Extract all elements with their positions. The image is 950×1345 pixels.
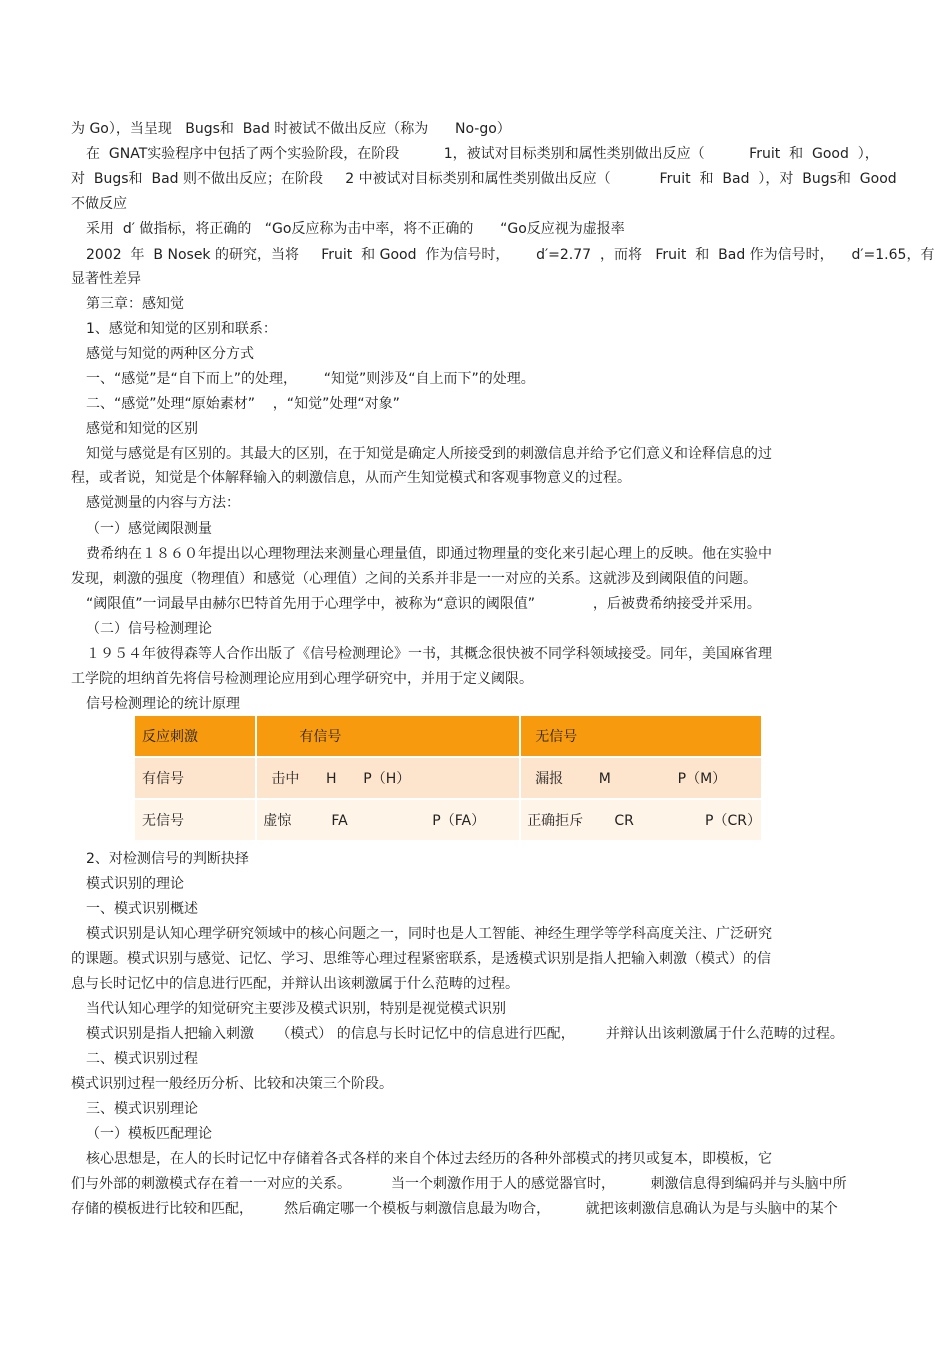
table-cell: 有信号 [135, 757, 256, 799]
text-line: 知觉与感觉是有区别的。其最大的区别，在于知觉是确定人所接受到的刺激信息并给予它们意义和诠释信息的过 [86, 446, 772, 462]
table-cell: 击中 H P（H） [256, 757, 520, 799]
text-line: 模式识别是指人把输入刺激 （模式） 的信息与长时记忆中的信息进行匹配， 并辩认出该刺激属于什么范畴的过程。 [86, 1026, 844, 1042]
text-line: 感觉和知觉的区别 [86, 421, 198, 437]
text-line: 工学院的坦纳首先将信号检测理论应用到心理学研究中，并用于定义阈限。 [71, 671, 533, 687]
table-cell: 虚惊 FA P（FA） [256, 799, 520, 840]
text-line: 二、模式识别过程 [86, 1051, 198, 1067]
text-line: “阈限值”一词最早由赫尔巴特首先用于心理学中，被称为“意识的阈限值” ，后被费希纳接受并采用。 [86, 596, 761, 612]
table-cell: 无信号 [135, 799, 256, 840]
text-line: 二、“感觉”处理“原始素材” ，“知觉”处理“对象” [86, 396, 400, 412]
text-line: 程，或者说，知觉是个体解释输入的刺激信息，从而产生知觉模式和客观事物意义的过程。 [71, 470, 631, 486]
text-line: 模式识别的理论 [86, 876, 184, 892]
text-line: 对 Bugs和 Bad 则不做出反应；在阶段 2 中被试对目标类别和属性类别做出反应（ Fruit 和 Bad ），对 Bugs和 Good [71, 171, 897, 187]
text-line: 一、“感觉”是“自下而上”的处理， “知觉”则涉及“自上而下”的处理。 [86, 371, 535, 387]
table-header-row [135, 716, 761, 757]
text-line: 三、模式识别理论 [86, 1101, 198, 1117]
text-line: 核心思想是，在人的长时记忆中存储着各式各样的来自个体过去经历的各种外部模式的拷贝或复本，即模板，它 [86, 1151, 772, 1167]
chapter-heading: 第三章：感知觉 [86, 296, 184, 312]
text-line: 2002 年 B Nosek 的研究，当将 Fruit 和 Good 作为信号时， d′=2.77 ，而将 Fruit 和 Bad 作为信号时， d′=1.65，有 [86, 247, 935, 263]
subsection-heading: （二）信号检测理论 [86, 621, 212, 637]
text-line: 的课题。模式识别与感觉、记忆、学习、思维等心理过程紧密联系，是透模式识别是指人把输入刺激（模式）的信 [71, 951, 771, 967]
text-line: 信号检测理论的统计原理 [86, 696, 240, 712]
table-header-cell: 无信号 [520, 716, 761, 757]
table-header-cell: 反应刺激 [135, 716, 256, 757]
text-line: 在 GNAT实验程序中包括了两个实验阶段，在阶段 1，被试对目标类别和属性类别做出反应（ Fruit 和 Good ）， [86, 146, 879, 162]
table-row [135, 799, 761, 840]
text-line: 不做反应 [71, 196, 127, 212]
text-line: 发现，刺激的强度（物理值）和感觉（心理值）之间的关系并非是一一对应的关系。这就涉及到阈限值的问题。 [71, 571, 757, 587]
table-row [135, 757, 761, 799]
text-line: 模式识别过程一般经历分析、比较和决策三个阶段。 [71, 1076, 393, 1092]
text-line: 模式识别是认知心理学研究领域中的核心问题之一，同时也是人工智能、神经生理学等学科高度关注、广泛研究 [86, 926, 772, 942]
signal-detection-table [135, 716, 761, 840]
text-line: 息与长时记忆中的信息进行匹配，并辩认出该刺激属于什么范畴的过程。 [71, 976, 519, 992]
text-line: 采用 d′ 做指标，将正确的 “Go反应称为击中率，将不正确的 “Go反应视为虚报率 [86, 221, 625, 237]
text-line: 感觉与知觉的两种区分方式 [86, 346, 254, 362]
subsection-heading: （一）模板匹配理论 [86, 1126, 212, 1142]
table-header-cell: 有信号 [256, 716, 520, 757]
section-heading: 2、对检测信号的判断抉择 [86, 851, 249, 867]
table-cell: 正确拒斥 CR P（CR） [520, 799, 761, 840]
section-heading: 1、感觉和知觉的区别和联系： [86, 321, 277, 337]
text-line: 费希纳在１８６０年提出以心理物理法来测量心理量值，即通过物理量的变化来引起心理上的反映。他在实验中 [86, 546, 772, 562]
text-line: １９５４年彼得森等人合作出版了《信号检测理论》一书，其概念很快被不同学科领域接受。同年，美国麻省理 [86, 646, 772, 662]
text-line: 们与外部的刺激模式存在着一一对应的关系。 当一个刺激作用于人的感觉器官时， 刺激信息得到编码并与头脑中所 [71, 1176, 847, 1192]
text-line: 显著性差异 [71, 271, 141, 287]
text-line: 当代认知心理学的知觉研究主要涉及模式识别，特别是视觉模式识别 [86, 1001, 506, 1017]
text-line: 一、模式识别概述 [86, 901, 198, 917]
table-cell: 漏报 M P（M） [520, 757, 761, 799]
text-line: 存储的模板进行比较和匹配， 然后确定哪一个模板与刺激信息最为吻合， 就把该刺激信息确认为是与头脑中的某个 [71, 1201, 838, 1217]
text-line: 感觉测量的内容与方法： [86, 495, 240, 511]
text-line: 为 Go），当呈现 Bugs和 Bad 时被试不做出反应（称为 No-go） [71, 121, 511, 137]
subsection-heading: （一）感觉阈限测量 [86, 521, 212, 537]
